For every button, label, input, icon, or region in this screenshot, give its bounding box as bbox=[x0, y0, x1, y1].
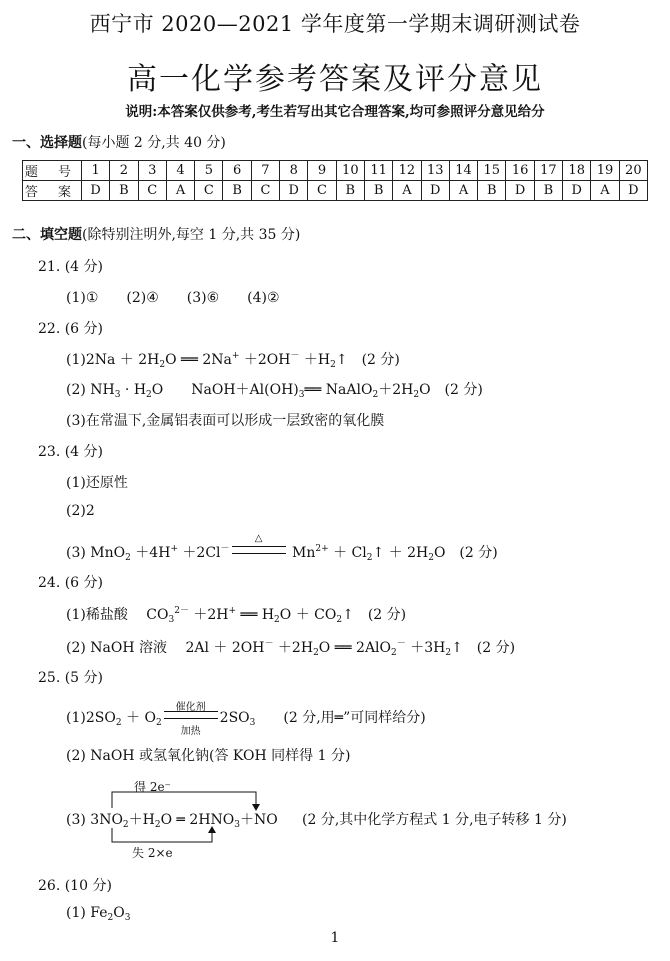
answer-cell: D bbox=[280, 181, 308, 201]
q23-heading: 23. (4 分) bbox=[38, 444, 103, 460]
q24-heading: 24. (6 分) bbox=[38, 575, 103, 591]
subscript: 2 bbox=[107, 913, 114, 923]
eq-text: ＋2H bbox=[378, 382, 414, 398]
answer-cell: A bbox=[393, 181, 421, 201]
eq-text: ══ NaAlO bbox=[304, 382, 373, 398]
q24-answer-2 bbox=[66, 636, 515, 658]
eq-text: ＋ O bbox=[121, 710, 156, 726]
subscript: 2 bbox=[146, 390, 152, 400]
eq-text: ↑ (2 分) bbox=[451, 640, 516, 656]
question-number-cell: 15 bbox=[478, 161, 506, 181]
q21-answer: (1)① (2)④ (3)⑥ (4)② bbox=[66, 290, 280, 306]
subscript: 3 bbox=[234, 820, 240, 830]
subscript: 2 bbox=[159, 360, 166, 370]
question-number-cell: 13 bbox=[421, 161, 449, 181]
eq-text: ＋3H bbox=[405, 640, 446, 656]
eq-text: (1)2SO bbox=[66, 710, 116, 726]
question-number-cell: 8 bbox=[280, 161, 308, 181]
electron-loss-label: 失 2×e bbox=[132, 846, 173, 860]
section-choice-name: 一、选择题 bbox=[12, 135, 82, 151]
question-number-cell: 18 bbox=[563, 161, 591, 181]
answer-cell: C bbox=[138, 181, 166, 201]
eq-text: O ═ 2HNO bbox=[160, 812, 235, 828]
eq-text: ↑ ＋ 2H bbox=[372, 545, 429, 561]
eq-text: ＋H bbox=[299, 352, 331, 368]
subscript: 2 bbox=[155, 718, 162, 728]
eq-text: (2) NH bbox=[66, 382, 115, 398]
question-number-cell: 14 bbox=[449, 161, 477, 181]
answer-cell: C bbox=[308, 181, 336, 201]
question-number-cell: 12 bbox=[393, 161, 421, 181]
eq-text: ══ H bbox=[236, 607, 275, 623]
question-number-cell: 6 bbox=[223, 161, 251, 181]
q22-answer-1 bbox=[66, 348, 400, 370]
subscript: 2 bbox=[274, 615, 280, 625]
superscript: 2+ bbox=[315, 544, 329, 554]
q22-answer-2 bbox=[66, 379, 483, 400]
answer-cell: D bbox=[619, 181, 647, 201]
eq-text: ＋2H bbox=[188, 607, 229, 623]
eq-text: (2) NaOH 溶液 2Al ＋ 2OH bbox=[66, 640, 265, 656]
eq-text: Mn bbox=[287, 545, 316, 561]
exam-title: 西宁市 2020—2021 学年度第一学期末调研测试卷 bbox=[89, 12, 581, 36]
eq-text: 2SO bbox=[219, 710, 250, 726]
question-number-cell: 19 bbox=[591, 161, 619, 181]
section-fill-heading bbox=[12, 224, 300, 244]
eq-text: ＋2OH bbox=[239, 352, 291, 368]
eq-text: ＋H bbox=[128, 812, 155, 828]
eq-text: ＋ Cl bbox=[328, 545, 367, 561]
eq-text: ↑ (2 分) bbox=[342, 607, 407, 623]
eq-text: (1) Fe bbox=[66, 905, 108, 921]
answer-cell: A bbox=[591, 181, 619, 201]
subscript: 3 bbox=[249, 718, 256, 728]
eq-text: O ══ 2Na bbox=[165, 352, 232, 368]
question-number-label: 题 号 bbox=[23, 161, 82, 181]
question-number-cell: 1 bbox=[82, 161, 110, 181]
q23-answer-3 bbox=[66, 533, 498, 563]
q25-answer-1 bbox=[66, 702, 426, 737]
eq-text: (1)2Na ＋ 2H bbox=[66, 352, 160, 368]
q21-heading: 21. (4 分) bbox=[38, 259, 103, 275]
eq-text: (3) MnO bbox=[66, 545, 126, 561]
superscript: － bbox=[264, 639, 274, 649]
eq-text: ＋4H bbox=[130, 545, 171, 561]
superscript: － bbox=[220, 544, 230, 554]
answer-cell: A bbox=[449, 181, 477, 201]
answer-cell: B bbox=[336, 181, 364, 201]
q22-answer-3: (3)在常温下,金属铝表面可以形成一层致密的氧化膜 bbox=[66, 413, 385, 429]
choice-answer-table bbox=[22, 160, 648, 201]
superscript: + bbox=[231, 351, 240, 361]
question-number-cell: 17 bbox=[534, 161, 562, 181]
question-number-cell: 5 bbox=[195, 161, 223, 181]
eq-text: (3) 3NO bbox=[66, 812, 123, 828]
page-number: 1 bbox=[330, 930, 340, 946]
section-choice-heading bbox=[12, 132, 226, 152]
subscript: 3 bbox=[114, 390, 121, 400]
superscript: － bbox=[396, 639, 406, 649]
question-number-cell: 10 bbox=[336, 161, 364, 181]
q23-answer-2: (2)2 bbox=[66, 503, 95, 519]
subscript: 2 bbox=[366, 553, 373, 563]
equals-sign bbox=[232, 546, 286, 554]
reaction-condition bbox=[164, 702, 218, 737]
question-number-cell: 20 bbox=[619, 161, 647, 181]
q26-answer-1 bbox=[66, 905, 130, 923]
answer-cell: C bbox=[251, 181, 279, 201]
subscript: 2 bbox=[125, 553, 131, 563]
eq-text: (2 分,用═”可同样给分) bbox=[255, 710, 426, 726]
question-number-cell: 11 bbox=[364, 161, 392, 181]
answer-cell: B bbox=[364, 181, 392, 201]
q25-heading: 25. (5 分) bbox=[38, 670, 103, 686]
answer-label: 答 案 bbox=[23, 181, 82, 201]
answer-key-title: 高一化学参考答案及评分意见 bbox=[127, 62, 543, 97]
answer-cell: B bbox=[110, 181, 138, 201]
superscript: 2－ bbox=[174, 606, 189, 616]
q22-heading: 22. (6 分) bbox=[38, 321, 103, 337]
subscript: 3 bbox=[124, 913, 131, 923]
eq-text: ↑ (2 分) bbox=[335, 352, 400, 368]
grading-note: 说明:本答案仅供参考,考生若写出其它合理答案,均可参照评分意见给分 bbox=[125, 104, 545, 120]
question-number-row bbox=[23, 161, 648, 181]
answer-cell: B bbox=[478, 181, 506, 201]
subscript: 2 bbox=[372, 390, 379, 400]
question-number-cell: 7 bbox=[251, 161, 279, 181]
eq-text: O NaOH＋Al(OH) bbox=[151, 382, 299, 398]
eq-text: ＋2H bbox=[273, 640, 314, 656]
eq-text: O (2 分) bbox=[419, 382, 483, 398]
subscript: 2 bbox=[391, 648, 397, 658]
subscript: 2 bbox=[115, 718, 122, 728]
eq-text: (1)稀盐酸 CO bbox=[66, 607, 169, 623]
eq-text: O (2 分) bbox=[433, 545, 498, 561]
eq-text: O ＋ CO bbox=[279, 607, 337, 623]
q24-answer-1 bbox=[66, 603, 406, 625]
answer-cell: B bbox=[223, 181, 251, 201]
subscript: 2 bbox=[445, 648, 452, 658]
subscript: 2 bbox=[336, 615, 343, 625]
q25-answer-3-note: (2 分,其中化学方程式 1 分,电子转移 1 分) bbox=[302, 812, 567, 828]
superscript: + bbox=[228, 606, 237, 616]
question-number-cell: 3 bbox=[138, 161, 166, 181]
superscript: － bbox=[290, 351, 300, 361]
q23-answer-1: (1)还原性 bbox=[66, 475, 128, 491]
answer-cell: C bbox=[195, 181, 223, 201]
answer-cell: B bbox=[534, 181, 562, 201]
q25-answer-2: (2) NaOH 或氢氧化钠(答 KOH 同样得 1 分) bbox=[66, 748, 351, 764]
question-number-cell: 4 bbox=[166, 161, 194, 181]
section-fill-desc: (除特别注明外,每空 1 分,共 35 分) bbox=[82, 227, 301, 243]
subscript: 2 bbox=[122, 820, 129, 830]
subscript: 2 bbox=[313, 648, 319, 658]
eq-text: · H bbox=[120, 382, 147, 398]
subscript: 2 bbox=[413, 390, 420, 400]
answer-cell: D bbox=[82, 181, 110, 201]
answer-cell: D bbox=[563, 181, 591, 201]
heat-symbol: △ bbox=[254, 533, 263, 544]
superscript: + bbox=[170, 544, 178, 554]
eq-text: ＋NO bbox=[240, 812, 278, 828]
question-number-cell: 16 bbox=[506, 161, 534, 181]
eq-text: O ══ 2AlO bbox=[318, 640, 392, 656]
question-number-cell: 2 bbox=[110, 161, 138, 181]
catalyst-label: 催化剂 bbox=[175, 702, 206, 713]
subscript: 2 bbox=[428, 553, 434, 563]
subscript: 2 bbox=[154, 820, 161, 830]
reaction-condition bbox=[232, 533, 286, 561]
q26-heading: 26. (10 分) bbox=[38, 878, 112, 894]
answer-cell: A bbox=[166, 181, 194, 201]
subscript: 2 bbox=[330, 360, 336, 370]
subscript: 3 bbox=[168, 615, 175, 625]
loss-bracket bbox=[112, 828, 212, 842]
question-number-cell: 9 bbox=[308, 161, 336, 181]
subscript: 3 bbox=[298, 390, 305, 400]
eq-text: ＋2Cl bbox=[177, 545, 221, 561]
heating-label: 加热 bbox=[180, 726, 201, 737]
section-choice-desc: (每小题 2 分,共 40 分) bbox=[82, 135, 226, 151]
eq-text: O bbox=[113, 905, 125, 921]
answer-cell: D bbox=[506, 181, 534, 201]
q25-answer-3 bbox=[66, 809, 278, 830]
electron-gain-label: 得 2e⁻ bbox=[134, 780, 171, 794]
answer-row bbox=[23, 181, 648, 201]
answer-cell: D bbox=[421, 181, 449, 201]
section-fill-name: 二、填空题 bbox=[12, 227, 82, 243]
